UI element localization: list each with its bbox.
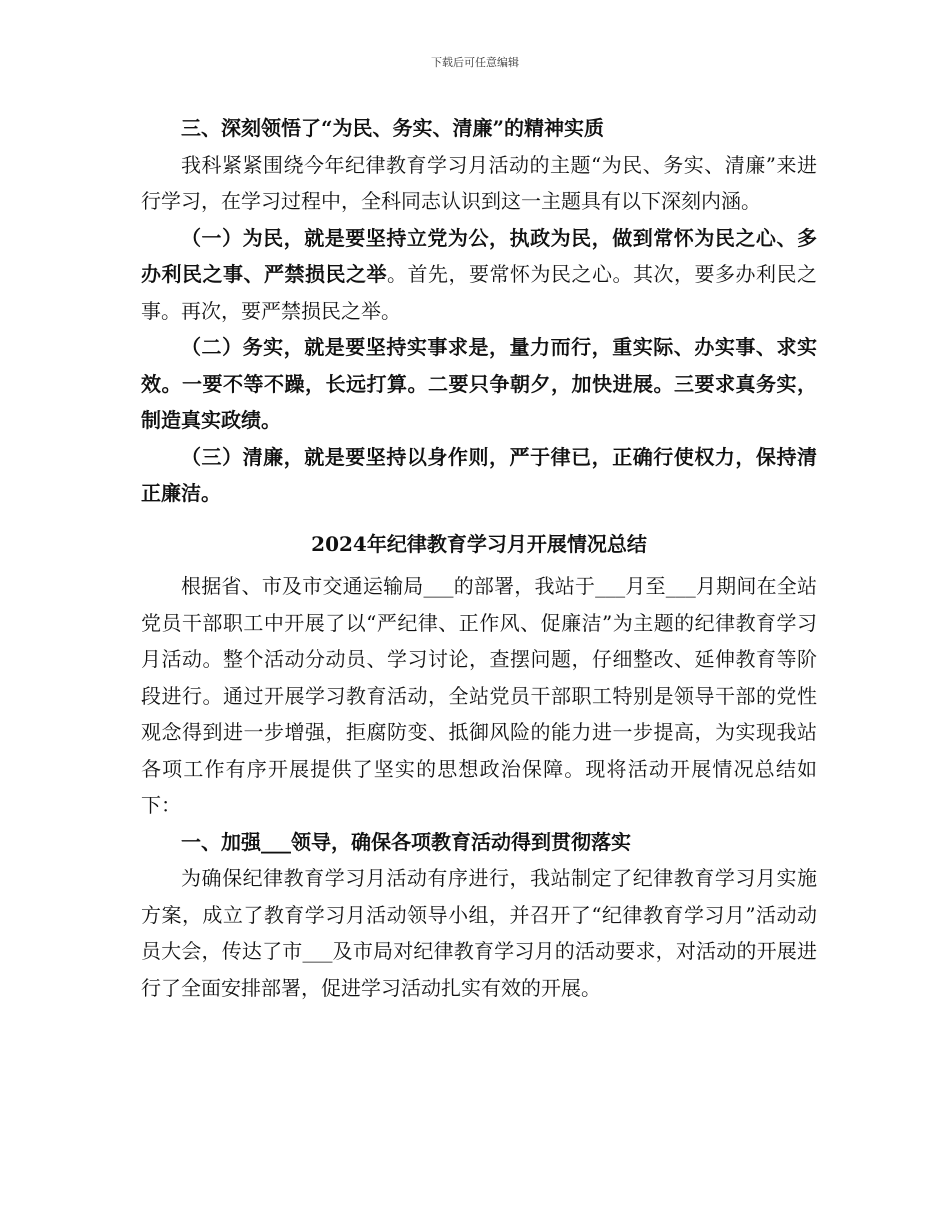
item-2-paragraph: （二）务实，就是要坚持实事求是，量力而行，重实际、办实事、求实效。一要不等不躁，长远打算。二要只争朝夕，加快进展。三要求真务实，制造真实政绩。 [141,335,817,432]
report-title: 2024年纪律教育学习月开展情况总结 [311,531,647,556]
section-intro-paragraph: 我科紧紧围绕今年纪律教育学习月活动的主题“为民、务实、清廉”来进行学习，在学习过程中，全科同志认识到这一主题具有以下深刻内涵。 [141,152,817,213]
item-3-paragraph: （三）清廉，就是要坚持以身作则，严于律已，正确行使权力，保持清正廉洁。 [141,444,817,505]
report-paragraph-1: 根据省、市及市交通运输局___的部署，我站于___月至___月期间在全站党员干部职工中开展了以“严纪律、正作风、促廉洁”为主题的纪律教育学习月活动。整个活动分动员、学习讨论，查摆问题，仔细整改、延伸教育等阶段进行。通过开展学习教育活动，全站党员干部职工特别是领导干部的党性观念得到进一步增强，拒腐防变、抵御风险的能力进一步提高，为实现我站各项工作有序开展提供了坚实的思想政治保障。现将活动开展情况总结如下： [141,574,817,817]
page-header: 下载后可任意编辑 [431,56,519,69]
item-1-bold-text: （一）为民，就是要坚持立党为公，执政为民，做到常怀为民之心、多办利民之事、严禁损民之举 [141,225,817,286]
report-heading-1: 一、加强___领导，确保各项教育活动得到贯彻落实 [181,829,631,854]
document-body [141,110,817,1006]
report-paragraph-2: 为确保纪律教育学习月活动有序进行，我站制定了纪律教育学习月实施方案，成立了教育学习月活动领导小组，并召开了“纪律教育学习月”活动动员大会，传达了市___及市局对纪律教育学习月的活动要求，对活动的开展进行了全面安排部署，促进学习活动扎实有效的开展。 [141,866,817,1000]
section-heading: 三、深刻领悟了“为民、务实、清廉”的精神实质 [181,116,605,140]
item-1-text: 。首先，要常怀为民之心。其次，要多办利民之事。再次，要严禁损民之举。 [141,262,817,323]
item-1-paragraph [141,220,817,330]
